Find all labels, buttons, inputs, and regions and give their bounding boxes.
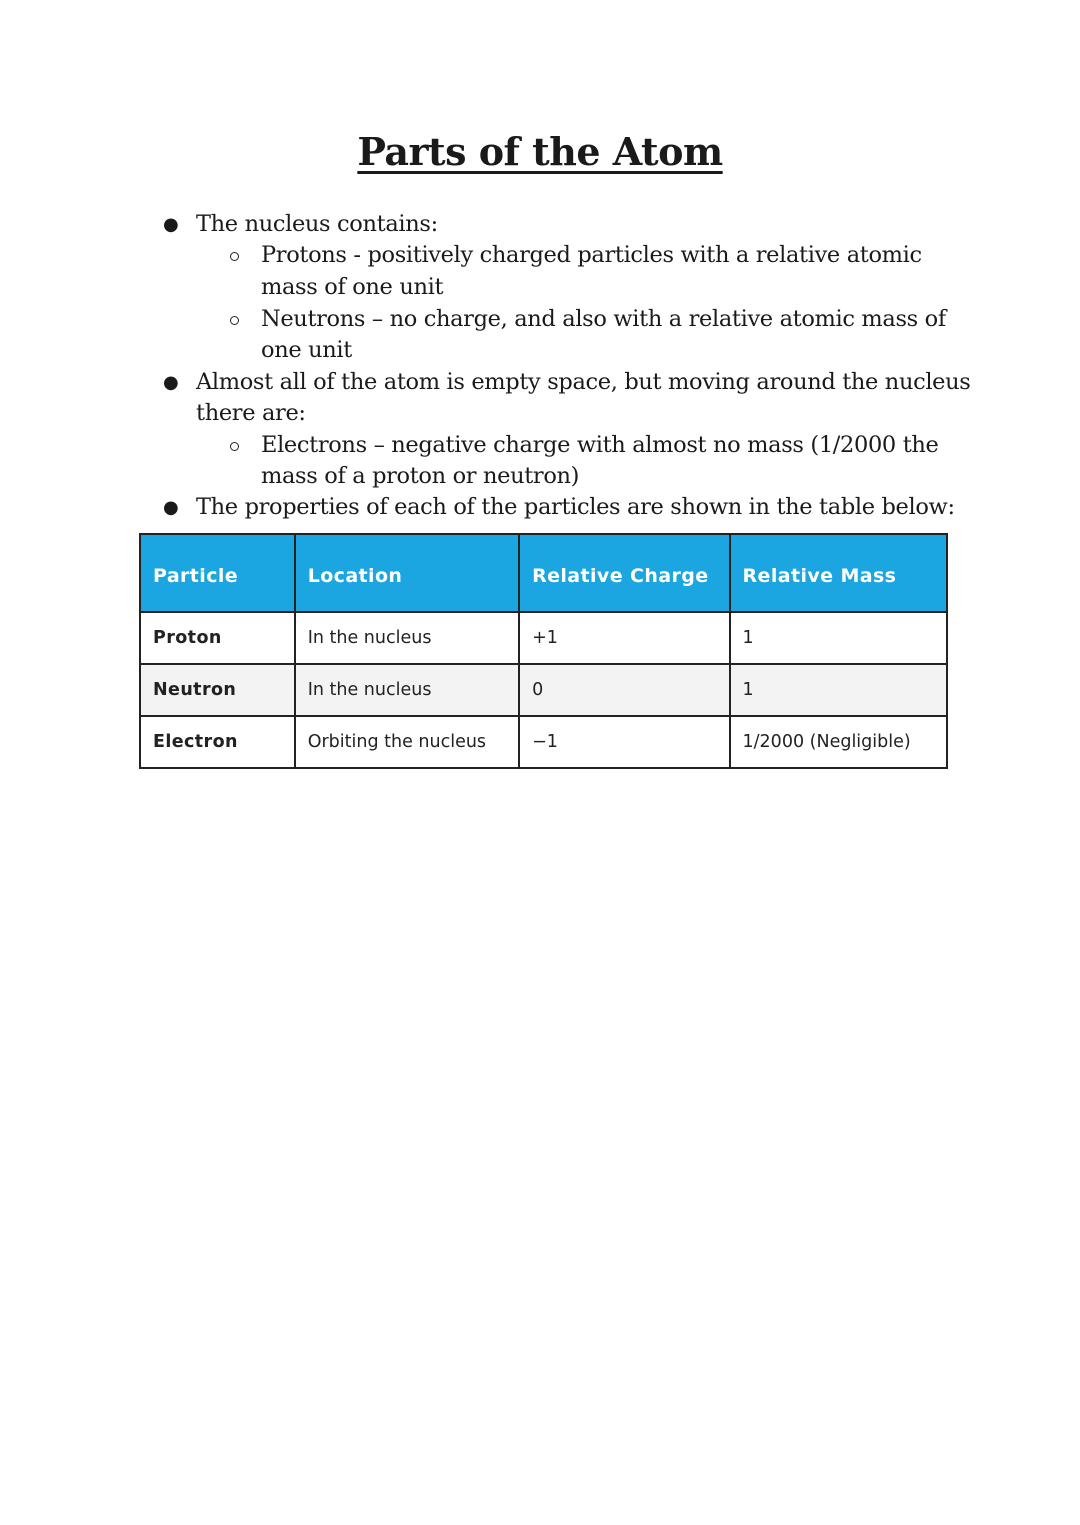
table-row [140, 664, 947, 716]
bullet-marker: ● [163, 497, 179, 518]
cell-location: In the nucleus [295, 612, 519, 664]
sub-bullet-text: one unit [261, 337, 352, 363]
sub-bullet-marker [230, 442, 239, 451]
bullet-text: The nucleus contains: [196, 211, 438, 237]
cell-relative-mass: 1 [730, 664, 947, 716]
bullet-marker: ● [163, 214, 179, 235]
cell-particle: Proton [140, 612, 295, 664]
cell-relative-mass: 1 [730, 612, 947, 664]
sub-bullet-text: Electrons – negative charge with almost no mass (1/2000 the [261, 432, 939, 458]
sub-bullet-marker [230, 252, 239, 261]
bullet-text: The properties of each of the particles are shown in the table below: [196, 494, 955, 520]
cell-relative-charge: +1 [519, 612, 729, 664]
column-header-particle: Particle [140, 534, 295, 612]
sub-bullet-text: Neutrons – no charge, and also with a relative atomic mass of [261, 306, 946, 332]
cell-particle: Neutron [140, 664, 295, 716]
column-header-relative-mass: Relative Mass [730, 534, 947, 612]
bullet-marker: ● [163, 372, 179, 393]
table-header-row [140, 534, 947, 612]
table-row [140, 716, 947, 768]
cell-location: In the nucleus [295, 664, 519, 716]
column-header-location: Location [295, 534, 519, 612]
sub-bullet-text: Protons - positively charged particles with a relative atomic [261, 242, 922, 268]
sub-bullet-text: mass of a proton or neutron) [261, 463, 580, 489]
bullet-text: Almost all of the atom is empty space, but moving around the nucleus [196, 369, 971, 395]
cell-relative-charge: 0 [519, 664, 729, 716]
particle-properties-table [139, 533, 948, 769]
bullet-text: there are: [196, 400, 306, 426]
cell-particle: Electron [140, 716, 295, 768]
sub-bullet-marker [230, 316, 239, 325]
cell-relative-mass: 1/2000 (Negligible) [730, 716, 947, 768]
sub-bullet-text: mass of one unit [261, 274, 444, 300]
cell-relative-charge: −1 [519, 716, 729, 768]
cell-location: Orbiting the nucleus [295, 716, 519, 768]
page-title [0, 126, 1080, 178]
column-header-relative-charge: Relative Charge [519, 534, 729, 612]
page-title-text: Parts of the Atom [357, 129, 723, 174]
table-row [140, 612, 947, 664]
